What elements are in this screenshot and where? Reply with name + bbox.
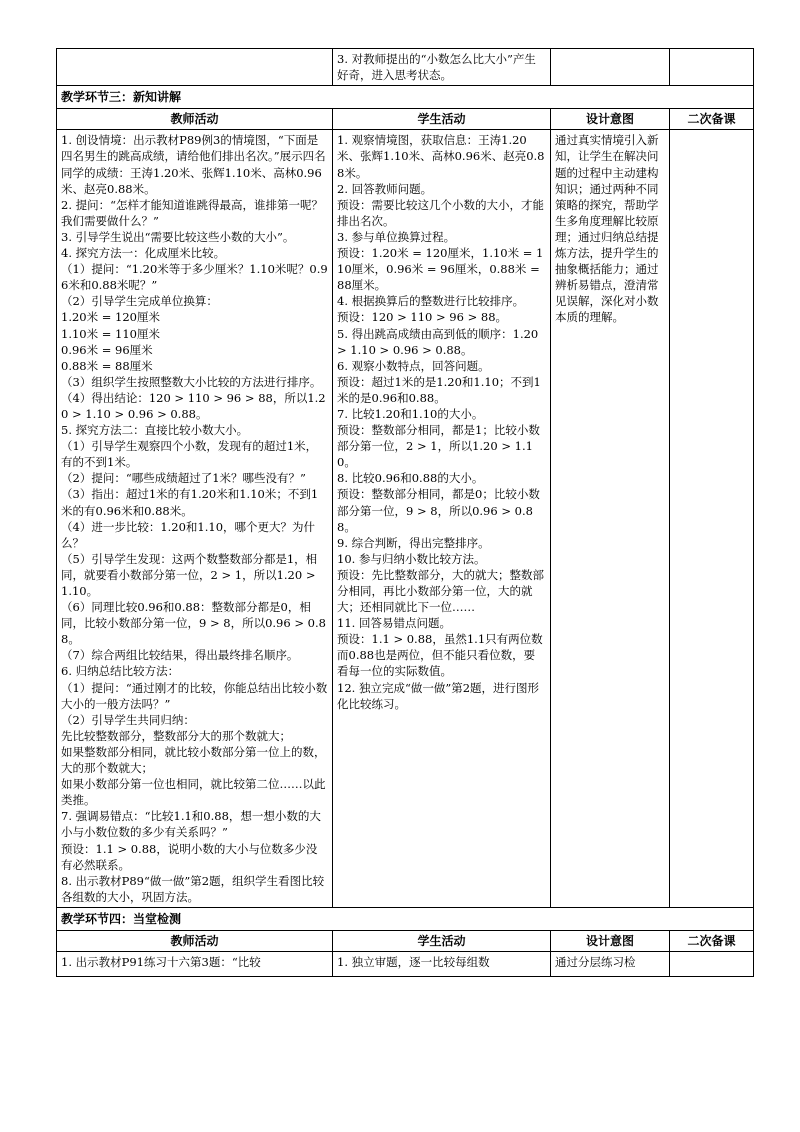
- text-line: 预设：整数部分相同，都是0；比较小数部分第一位，9 > 8，所以0.96 > 0.88。: [337, 487, 540, 534]
- text-line: 通过真实情境引入新知，让学生在解决问题的过程中主动建构知识；通过两种不同策略的探究，帮助学生多角度理解比较原理；通过归纳总结提炼方法，提升学生的抽象概括能力；通过辨析易错点，澄清常见误解，深化对小数本质的理解。: [555, 133, 659, 325]
- design-intent-4-text: 通过分层练习检: [555, 955, 636, 970]
- text-line: 预设：120 > 110 > 96 > 88。: [337, 310, 508, 325]
- text-line: 12. 独立完成“做一做”第2题，进行图形化比较练习。: [337, 680, 540, 711]
- text-line: 4. 根据换算后的整数进行比较排序。: [337, 294, 525, 309]
- text-line: 4. 探究方法一：化成厘米比较。: [61, 246, 226, 261]
- text-line: （1）提问：“通过刚才的比较，你能总结出比较小数大小的一般方法吗？”: [61, 680, 328, 711]
- text-line: 1.20米 = 120厘米: [61, 310, 161, 325]
- text-line: 8. 比较0.96和0.88的大小。: [337, 471, 484, 486]
- design-cell-prev: [551, 49, 670, 86]
- student-activity-4-text: 1. 独立审题，逐一比较每组数: [337, 955, 490, 970]
- student-activity-cell: [333, 130, 551, 908]
- header-teacher-activity: 教师活动: [57, 109, 333, 130]
- text-line: 9. 综合判断，得出完整排序。: [337, 535, 490, 550]
- section-3-content-row: [57, 130, 754, 908]
- text-line: 0.96米 = 96厘米: [61, 342, 153, 357]
- text-line: （1）引导学生观察四个小数，发现有的超过1米，有的不到1米。: [61, 439, 318, 470]
- design-intent-cell: [551, 130, 670, 908]
- text-line: 8. 出示教材P89“做一做”第2题，组织学生看图比较各组数的大小，巩固方法。: [61, 873, 325, 904]
- header-student-activity-4: 学生活动: [333, 930, 551, 951]
- text-line: 2. 回答教师问题。: [337, 181, 433, 196]
- text-line: 如果整数部分相同，就比较小数部分第一位上的数，大的那个数就大；: [61, 744, 326, 776]
- header-design-intent-4: 设计意图: [551, 930, 670, 951]
- text-line: （1）提问：“1.20米等于多少厘米？1.10米呢？0.96米和0.88米呢？”: [61, 262, 328, 293]
- text-line: 预设：整数部分相同，都是1；比较小数部分第一位，2 > 1，所以1.20 > 1.10。: [337, 423, 540, 470]
- text-line: 6. 观察小数特点，回答问题。: [337, 358, 490, 373]
- text-line: 11. 回答易错点问题。: [337, 616, 451, 631]
- second-prep-cell-4: [670, 952, 754, 977]
- section-4-title: 教学环节四：当堂检测: [57, 907, 754, 930]
- text-line: （2）引导学生完成单位换算：: [61, 294, 218, 309]
- text-line: （5）引导学生发现：这两个数整数部分都是1，相同，就要看小数部分第一位，2 > 1，所以1.20 > 1.10。: [61, 551, 318, 598]
- text-line: 3. 引导学生说出“需要比较这些小数的大小”。: [61, 229, 295, 244]
- text-line: 7. 强调易错点：“比较1.1和0.88，想一想小数的大小与小数位数的多少有关系吗？”: [61, 809, 321, 840]
- header-design-intent: 设计意图: [551, 109, 670, 130]
- text-line: 3. 对教师提出的“小数怎么比大小”产生好奇，进入思考状态。: [337, 52, 536, 83]
- text-line: （2）引导学生共同归纳：: [61, 712, 195, 727]
- text-line: 预设：先比整数部分，大的就大；整数部分相同，再比小数部分第一位，大的就大；还相同就比下一位……: [337, 567, 544, 615]
- text-line: 5. 探究方法二：直接比较小数大小。: [61, 423, 249, 438]
- second-prep-cell: [670, 130, 754, 908]
- text-line: 0.88米 = 88厘米: [61, 358, 153, 373]
- section-4-content-row: [57, 952, 754, 977]
- text-line: （4）得出结论：120 > 110 > 96 > 88，所以1.20 > 1.10 > 0.96 > 0.88。: [61, 390, 326, 421]
- text-line: （3）指出：超过1米的有1.20米和1.10米；不到1米的有0.96米和0.88米。: [61, 487, 319, 518]
- text-line: 1. 观察情境图，获取信息：王涛1.20米、张辉1.10米、高林0.96米、赵亮0.88米。: [337, 133, 545, 180]
- text-line: 预设：1.1 > 0.88，虽然1.1只有两位数而0.88也是两位，但不能只看位数，要看每一位的实际数值。: [337, 632, 543, 679]
- text-line: 3. 参与单位换算过程。: [337, 229, 456, 244]
- section-3-title-row: [57, 86, 754, 109]
- second-cell-prev: [670, 49, 754, 86]
- text-line: （3）组织学生按照整数大小比较的方法进行排序。: [61, 374, 322, 389]
- teacher-cell-prev: [57, 49, 333, 86]
- lesson-plan-table: [56, 48, 754, 977]
- text-line: 10. 参与归纳小数比较方法。: [337, 551, 486, 566]
- text-line: 如果小数部分第一位也相同，就比较第二位……以此类推。: [61, 777, 326, 808]
- teacher-activity-4-text: 1. 出示教材P91练习十六第3题：“比较: [61, 955, 261, 970]
- text-line: 2. 提问：“怎样才能知道谁跳得最高，谁排第一呢？我们需要做什么？”: [61, 197, 324, 228]
- text-line: 7. 比较1.20和1.10的大小。: [337, 406, 484, 421]
- section-3-title: 教学环节三：新知讲解: [57, 86, 754, 109]
- teacher-activity-cell: [57, 130, 333, 908]
- text-line: 先比较整数部分，整数部分大的那个数就大；: [61, 728, 291, 743]
- student-activity-cell-4: [333, 952, 551, 977]
- text-line: 6. 归纳总结比较方法：: [61, 664, 180, 679]
- text-line: 1. 创设情境：出示教材P89例3的情境图，“下面是四名男生的跳高成绩，请给他们排出名次。”展示四名同学的成绩：王涛1.20米、张辉1.10米、高林0.96米、赵亮0.88米。: [61, 133, 326, 196]
- header-second-prep-4: 二次备课: [670, 930, 754, 951]
- text-line: 5. 得出跳高成绩由高到低的顺序：1.20 > 1.10 > 0.96 > 0.88。: [337, 326, 539, 357]
- section-3-header-row: [57, 109, 754, 130]
- header-student-activity: 学生活动: [333, 109, 551, 130]
- text-line: 预设：超过1米的是1.20和1.10；不到1米的是0.96和0.88。: [337, 374, 541, 405]
- student-cell-prev: [333, 49, 551, 86]
- text-line: 预设：1.1 > 0.88，说明小数的大小与位数多少没有必然联系。: [61, 841, 318, 872]
- text-line: （6）同理比较0.96和0.88：整数部分都是0，相同，比较小数部分第一位，9 > 8，所以0.96 > 0.88。: [61, 600, 326, 647]
- text-line: （7）综合两组比较结果，得出最终排名顺序。: [61, 648, 299, 663]
- header-second-prep: 二次备课: [670, 109, 754, 130]
- text-line: 1.10米 = 110厘米: [61, 326, 161, 341]
- text-line: （2）提问：“哪些成绩超过了1米？哪些没有？”: [61, 471, 306, 486]
- teacher-activity-cell-4: [57, 952, 333, 977]
- text-line: 预设：1.20米 = 120厘米，1.10米 = 110厘米，0.96米 = 96厘米，0.88米 = 88厘米。: [337, 246, 544, 293]
- text-line: （4）进一步比较：1.20和1.10，哪个更大？为什么？: [61, 519, 316, 550]
- section-4-title-row: [57, 907, 754, 930]
- section-4-header-row: [57, 930, 754, 951]
- header-teacher-activity-4: 教师活动: [57, 930, 333, 951]
- text-line: 预设：需要比较这几个小数的大小，才能排出名次。: [337, 197, 544, 228]
- previous-section-tail-row: [57, 49, 754, 86]
- design-intent-cell-4: [551, 952, 670, 977]
